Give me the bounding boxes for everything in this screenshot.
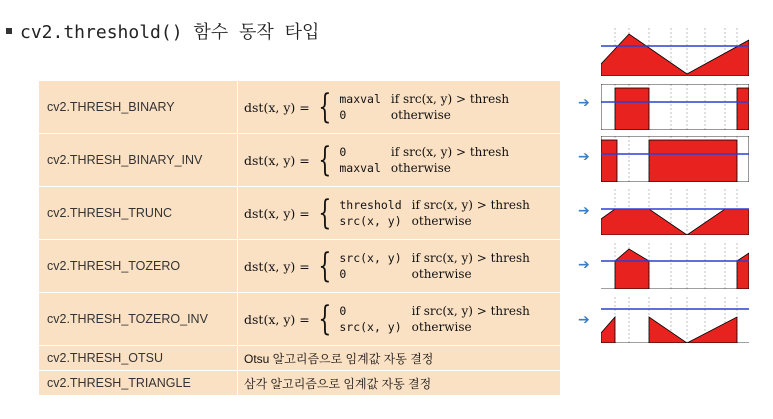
title-text: cv2.threshold() 함수 동작 타입 [20, 22, 320, 43]
formula-lhs: dst(x, y) = [244, 152, 310, 168]
type-definition: dst(x, y) = { src(x, y) if src(x, y) > thresh 0 otherwise [238, 240, 561, 293]
case-value: src(x, y) [339, 251, 402, 265]
formula-lhs: dst(x, y) = [244, 258, 310, 274]
type-description: 삼각 알고리즘으로 임계값 자동 결정 [238, 371, 561, 396]
case-condition: otherwise [390, 161, 451, 175]
table-row [39, 134, 561, 187]
case-condition: if src(x, y) > thresh [390, 145, 510, 159]
case-value: src(x, y) [339, 214, 402, 228]
arrow-right-icon: ➔ [578, 149, 590, 165]
type-name: cv2.THRESH_TOZERO [39, 240, 238, 293]
type-definition: dst(x, y) = { 0 if src(x, y) > thresh maxval otherwise [238, 134, 561, 187]
arrow-right-icon: ➔ [578, 203, 590, 219]
type-description: Otsu 알고리즘으로 임계값 자동 결정 [238, 346, 561, 371]
case-condition: otherwise [411, 320, 472, 334]
case-value: maxval [339, 161, 381, 175]
type-definition: dst(x, y) = { threshold if src(x, y) > thresh src(x, y) otherwise [238, 187, 561, 240]
type-definition: dst(x, y) = { 0 if src(x, y) > thresh src(x, y) otherwise [238, 293, 561, 346]
threshold-types-table [38, 80, 561, 396]
case-condition: otherwise [411, 214, 472, 228]
type-definition: dst(x, y) = { maxval if src(x, y) > thresh 0 otherwise [238, 81, 561, 134]
source-signal-plot [601, 28, 749, 76]
case-condition: if src(x, y) > thresh [390, 92, 510, 106]
table-row [39, 187, 561, 240]
case-value: 0 [339, 145, 347, 159]
case-condition: otherwise [411, 267, 472, 281]
type-name: cv2.THRESH_BINARY_INV [39, 134, 238, 187]
case-value: src(x, y) [339, 320, 402, 334]
case-condition: if src(x, y) > thresh [411, 198, 530, 212]
arrow-right-icon: ➔ [578, 312, 590, 328]
binary-inv-result-plot [601, 136, 749, 182]
formula-lhs: dst(x, y) = [244, 311, 310, 327]
type-name: cv2.THRESH_OTSU [39, 346, 238, 371]
type-name: cv2.THRESH_TRIANGLE [39, 371, 238, 396]
trunc-result-plot [601, 189, 749, 235]
table-row [39, 81, 561, 134]
case-value: 0 [339, 108, 347, 122]
table-row [39, 371, 561, 396]
case-condition: if src(x, y) > thresh [411, 304, 530, 318]
table-row [39, 240, 561, 293]
case-condition: otherwise [390, 108, 451, 122]
case-value: maxval [339, 92, 381, 106]
case-value: threshold [339, 198, 402, 212]
type-name: cv2.THRESH_TRUNC [39, 187, 238, 240]
tozero-inv-result-plot [601, 297, 749, 343]
arrow-right-icon: ➔ [578, 257, 590, 273]
arrow-right-icon: ➔ [578, 95, 590, 111]
case-condition: if src(x, y) > thresh [411, 251, 530, 265]
case-value: 0 [339, 304, 347, 318]
formula-lhs: dst(x, y) = [244, 205, 310, 221]
page-title [6, 18, 319, 44]
type-name: cv2.THRESH_TOZERO_INV [39, 293, 238, 346]
bullet-icon [6, 28, 12, 34]
table-row [39, 293, 561, 346]
tozero-result-plot [601, 243, 749, 289]
formula-lhs: dst(x, y) = [244, 99, 310, 115]
type-name: cv2.THRESH_BINARY [39, 81, 238, 134]
case-value: 0 [339, 267, 347, 281]
table-row [39, 346, 561, 371]
binary-result-plot [601, 84, 749, 130]
